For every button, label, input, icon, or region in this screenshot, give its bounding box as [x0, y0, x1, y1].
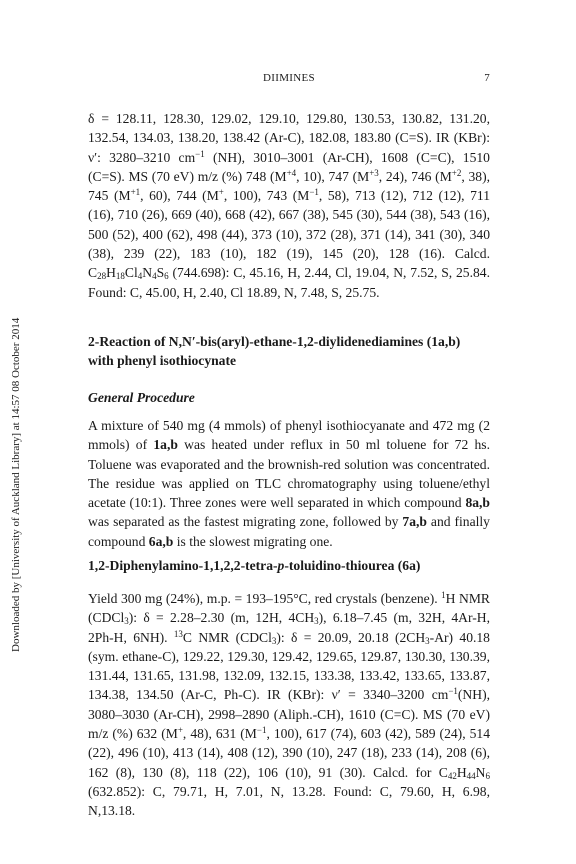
paragraph-text: A mixture of 540 mg (4 mmols) of phenyl isothiocyanate and 472 mg (2 mmols) of 1a,b was heated under reflux in 50 ml toluene for 72 hs. Toluene was evaporated and the brownish-red solution was concentrated. The residue was applied on TLC chromatography using toluene/ethyl acetate (10:1). Three zones were well separated in which compound 8a,b was separated as the fastest migrating zone, followed by 7a,b and finally compound 6a,b is the slowest migrating one.: [88, 418, 490, 549]
procedure-paragraph: [88, 416, 490, 551]
spectral-data-paragraph: [88, 109, 490, 302]
section-heading-compound-6a: 1,2-Diphenylamino-1,1,2,2-tetra-p-toluidino-thiourea (6a): [88, 558, 421, 573]
paragraph-text: Yield 300 mg (24%), m.p. = 193–195°C, red crystals (benzene). $^1$H NMR (CDCl$_3$): δ = 2.28–2.30 (m, 12H, $4CH_3$), 6.18–7.45 (m, 32H, 4Ar-H, 2Ph-H, 6NH). $^{13}$C NMR (CDCl$_3$): δ = 20.09, 20.18 $(2CH_3-Ar)$ 40.18 (sym. ethane-C), 129.22, 129.30, 129.42, 129.65, 129.87, 130.30, 130.39, 131.44, 131.65, 131.98, 132.09, 132.15, 133.38, 133.42, 133.65, 133.87, 134.38, 134.50 (Ar-C, Ph-C). IR (KBr): ν′ = 3340–3200 $cm^{-1}(NH)$, 3080–3030 (Ar-CH), 2998–2890 (Aliph.-CH), 1610 (C=C). MS (70 eV) m/z (%) 632 (M+, 48), 631 ($M^{-1}$, 100), 617 (74), 603 (42), 589 (24), 514 (22), 496 (10), 413 (14), 408 (12), 390 (10), 247 (18), 233 (14), 208 (6), 162 (8), 130 (8), 118 (22), 106 (10), 91 (30). Calcd. for $C_{42}H_{44}N_6$ (632.852): C, 79.71, H, 7.01, N, 13.28. Found: C, 79.60, H, 6.98, N,13.18.: [88, 590, 491, 819]
section-heading-reaction: [88, 332, 490, 371]
section-heading-line: 2-Reaction of N,N′-bis(aryl)-ethane-1,2-diylidenediamines (1a,b): [88, 334, 461, 349]
page-number: 7: [484, 72, 490, 84]
compound-6a-paragraph: [88, 589, 490, 821]
running-header: [88, 72, 490, 88]
paragraph-text: δ = 128.11, 128.30, 129.02, 129.10, 129.80, 130.53, 130.82, 131.20, 132.54, 134.03, 138.20, 138.42 (Ar-C), 182.08, 183.80 (C=S). IR (KBr): ν′: 3280–3210 $cm^{-1}$ (NH), 3010–3001 (Ar-CH), 1608 (C=C), 1510 (C=S). MS (70 eV) m/z (%) 748 ($M^{+4}$, 10), 747 ($M^{+3}$, 24), 746 ($M^{+2}$, 38), 745 ($M^{+1}$, 60), 744 (M+, 100), 743 ($M^{-1}$, 58), 713 (12), 712 (12), 711 (16), 710 (26), 669 (40), 668 (42), 667 (38), 545 (30), 544 (38), 543 (16), 500 (52), 400 (62), 498 (44), 373 (10), 372 (28), 371 (14), 341 (30), 340 (38), 239 (22), 183 (10), 182 (19), 145 (20), 128 (16). Calcd. $C_{28}H_{18}Cl_4N_4S_6$ (744.698): C, 45.16, H, 2.44, Cl, 19.04, N, 7.52, S, 25.84. Found: C, 45.00, H, 2.40, Cl 18.89, N, 7.48, S, 25.75.: [88, 111, 490, 300]
section-heading-line: with phenyl isothiocynate: [88, 353, 237, 369]
running-title: DIIMINES: [263, 72, 315, 84]
section-heading-general-procedure: General Procedure: [88, 390, 195, 405]
download-watermark: Downloaded by [University of Auckland Library] at 14:57 08 October 2014: [10, 317, 22, 652]
